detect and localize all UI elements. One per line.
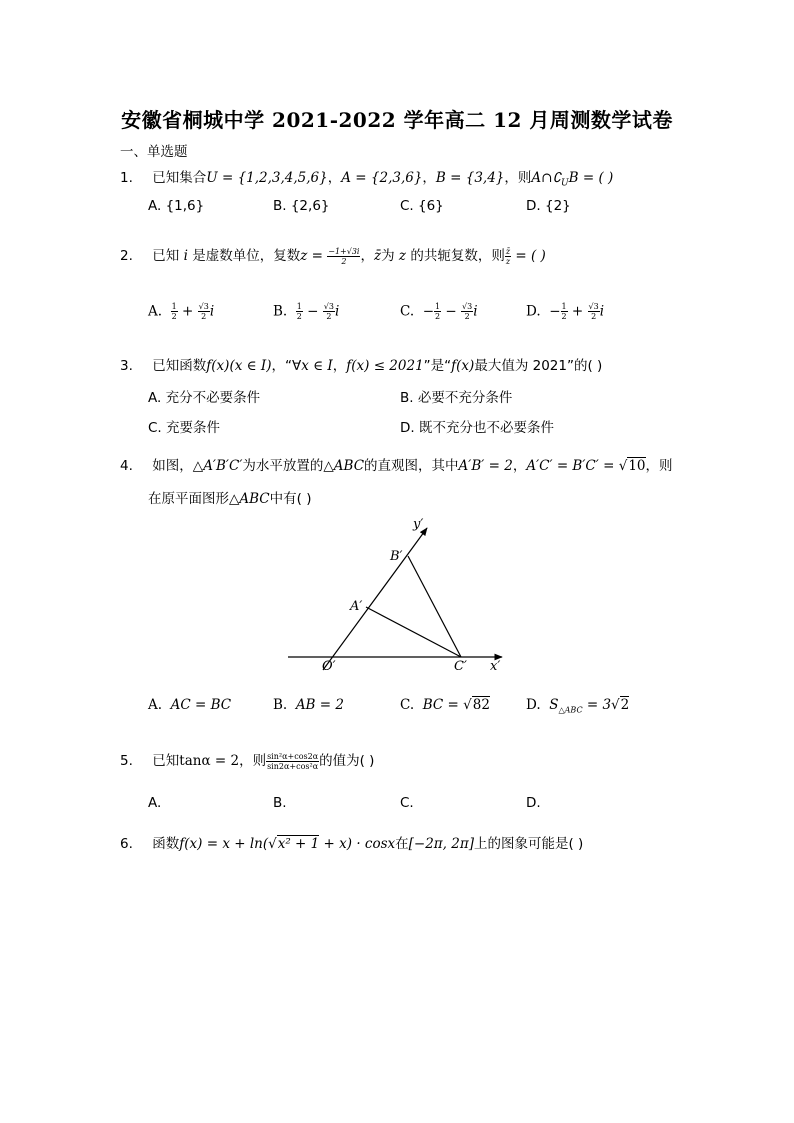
fraction [505,247,511,266]
math-expr: tanα = 2 [179,753,240,769]
fraction-numerator: √3 [588,302,599,311]
fraction-denominator: 2 [326,312,332,321]
punct: ， [327,170,342,186]
question-6: 6. 函数f(x) = x + ln(√x² + 1 + x) · cosx在[−2π, 2π]上的图象可能是( ) [120,836,584,852]
math-expr: ABC [239,491,270,507]
option-b [273,302,339,321]
fraction-numerator: −1+√3i [328,246,360,256]
label-x-prime: x′ [490,659,501,674]
label-o-prime: O′ [322,659,336,674]
fraction [323,302,335,321]
question-text: 在 [395,836,409,852]
option-expr: S [549,697,559,713]
math-expr: x ∈ I [301,358,333,374]
option-expr: AC = BC [170,697,232,713]
fraction [296,302,303,321]
option-b: B. {2,6} [273,198,330,214]
fraction-denominator: 2 [591,312,597,321]
question-text: 函数 [152,836,180,852]
label-a-prime: A′ [350,599,363,614]
question-text: ，则 [239,753,267,769]
option-label: A. [148,697,163,713]
question-number: 4. [120,458,133,474]
fraction-denominator: 2 [464,312,470,321]
option-d: D. $S_{\triangle ABC} = 3√2$ [526,697,630,715]
question-number: 5. [120,753,133,769]
question-text: 中有( ) [269,491,312,507]
math-sign: − [549,303,561,320]
fraction-denominator: 2 [435,312,441,321]
fraction [461,302,473,321]
option-a [148,302,214,321]
punct: ， [422,170,436,186]
math-radicand: 82 [472,697,490,713]
punct: ， [512,458,527,474]
math-subscript: U [561,178,569,189]
question-text: ，“∀ [271,358,302,374]
question-1 [120,166,613,189]
option-c: C. {6} [400,198,444,214]
fraction-numerator: z̄ [505,246,511,256]
math-expr: A′B′ = 2 [458,458,513,474]
math-operator: + [177,303,198,320]
math-radicand: 2 [620,697,630,713]
option-c: C. BC = √82 [400,697,490,713]
label-y-prime: y′ [413,517,424,532]
fraction-denominator: z [505,256,511,266]
geometry-figure [280,512,520,676]
option-b: B. [273,795,287,811]
question-text: 在原平面图形△ [148,491,240,507]
question-3 [120,354,602,374]
question-text: 是虚数单位，复数 [192,248,301,264]
segment-a-c [366,607,461,657]
question-text: 已知函数 [152,358,207,374]
option-c: C. [400,795,414,811]
math-expr: f(x) ≤ 2021 [346,358,424,374]
question-number: 3. [120,358,133,374]
fraction-denominator: 2 [171,312,177,321]
question-5 [120,749,374,771]
fraction-denominator: 2 [296,312,302,321]
option-label: D. [526,303,550,320]
math-expr: z̄ [373,248,382,264]
math-expr: = ( ) [515,248,546,264]
math-radicand: 10 [628,458,646,474]
question-text: 上的图象可能是( ) [474,836,584,852]
fraction-numerator: sin²α+cos2α [267,751,319,761]
segment-b-c [408,556,461,657]
punct: ， [360,248,374,264]
math-expr: i [334,303,340,320]
math-expr: A′B′C′ [203,458,243,474]
fraction-numerator: √3 [198,302,209,311]
math-sign: − [422,303,435,320]
fraction [266,752,319,771]
math-operator: − [302,303,323,320]
option-group [0,302,794,326]
option-expr: = 3 [582,697,612,713]
question-text: 已知 [152,248,180,264]
fraction [561,302,568,321]
fraction [327,247,360,266]
question-text: 为 [381,248,395,264]
option-expr: AB = 2 [295,697,344,713]
option-c: C. 充要条件 [148,420,221,436]
question-text: ，则 [504,170,532,186]
fraction-denominator: sin2α+cos²α [267,761,319,771]
fraction-denominator: 2 [201,312,207,321]
math-expr: ABC [333,458,365,474]
question-text: 最大值为 2021”的( ) [474,358,603,374]
math-expr: A′C′ = B′C′ = [526,458,619,474]
question-text: 的共轭复数，则 [410,248,505,264]
math-expr: A∩∁ [531,170,562,186]
math-operator: + [567,303,588,320]
option-b: B. 必要不充分条件 [400,390,513,406]
fraction-numerator: 1 [171,302,177,311]
question-text: 的直观图，其中 [364,458,459,474]
fraction [588,302,600,321]
page-title: 安徽省桐城中学 2021-2022 学年高二 12 月周测数学试卷 [121,108,673,132]
option-a: A. 充分不必要条件 [148,390,261,406]
question-4: 4. 如图，△A′B′C′为水平放置的△ABC的直观图，其中A′B′ = 2，A′C′ = B′C′ = √10，则 [120,458,673,474]
math-expr: i [183,248,188,264]
question-number: 2. [120,248,133,264]
math-expr: B = {3,4} [435,170,505,186]
question-text: 已知 [152,753,180,769]
option-label: A. [148,303,171,320]
math-expr: B = ( ) [568,170,614,186]
math-expr: i [473,303,478,320]
question-number: 6. [120,836,133,852]
option-label: B. [273,303,296,320]
fraction-denominator: 2 [341,256,347,266]
math-expr: z [398,248,407,264]
question-text: 已知集合 [152,170,207,186]
math-expr: i [599,303,605,320]
option-a: A. {1,6} [148,198,205,214]
label-c-prime: C′ [454,659,467,674]
math-expr: [−2π, 2π] [408,836,474,852]
question-4-line2 [148,487,311,507]
option-label: B. [273,697,288,713]
option-d [526,302,604,321]
fraction-denominator: 2 [561,312,567,321]
fraction-numerator: 1 [296,302,302,311]
math-expr: f(x)(x ∈ I) [206,358,272,374]
section-heading: 一、单选题 [120,144,188,160]
math-operator: − [441,303,462,320]
option-b [273,697,344,713]
question-text: 如图，△ [152,458,204,474]
option-d: D. 既不充分也不必要条件 [400,420,554,436]
y-axis [323,528,427,670]
fraction-numerator: √3 [323,302,334,311]
question-text: 为水平放置的△ [242,458,334,474]
math-expr: U = {1,2,3,4,5,6} [206,170,328,186]
option-a: A. [148,795,162,811]
label-b-prime: B′ [390,549,403,564]
fraction [171,302,178,321]
question-2 [120,244,546,266]
fraction-numerator: 1 [561,302,567,311]
fraction-numerator: √3 [462,302,473,311]
question-text: ”是“ [423,358,452,374]
math-expr: A = {2,3,6} [341,170,423,186]
option-label: C. [400,697,415,713]
fraction [198,302,210,321]
option-a [148,697,231,713]
question-number: 1. [120,170,133,186]
option-d: D. [526,795,541,811]
math-expr: f(x) [451,358,475,374]
question-text: 的值为( ) [319,753,375,769]
fraction-numerator: 1 [435,302,441,311]
question-text: ，则 [645,458,673,474]
option-d: D. {2} [526,198,571,214]
math-subscript: △ABC [558,705,583,715]
math-expr: i [209,303,215,320]
punct: ， [332,358,347,374]
math-expr: f(x) = x + ln( [179,836,269,852]
option-label: D. [526,697,541,713]
option-expr: BC = [422,697,464,713]
math-expr: + x) · cosx [319,836,396,852]
option-c [400,302,478,321]
math-expr: z = [300,248,323,264]
option-label: C. [400,303,423,320]
math-radicand: x² + 1 [277,836,320,852]
